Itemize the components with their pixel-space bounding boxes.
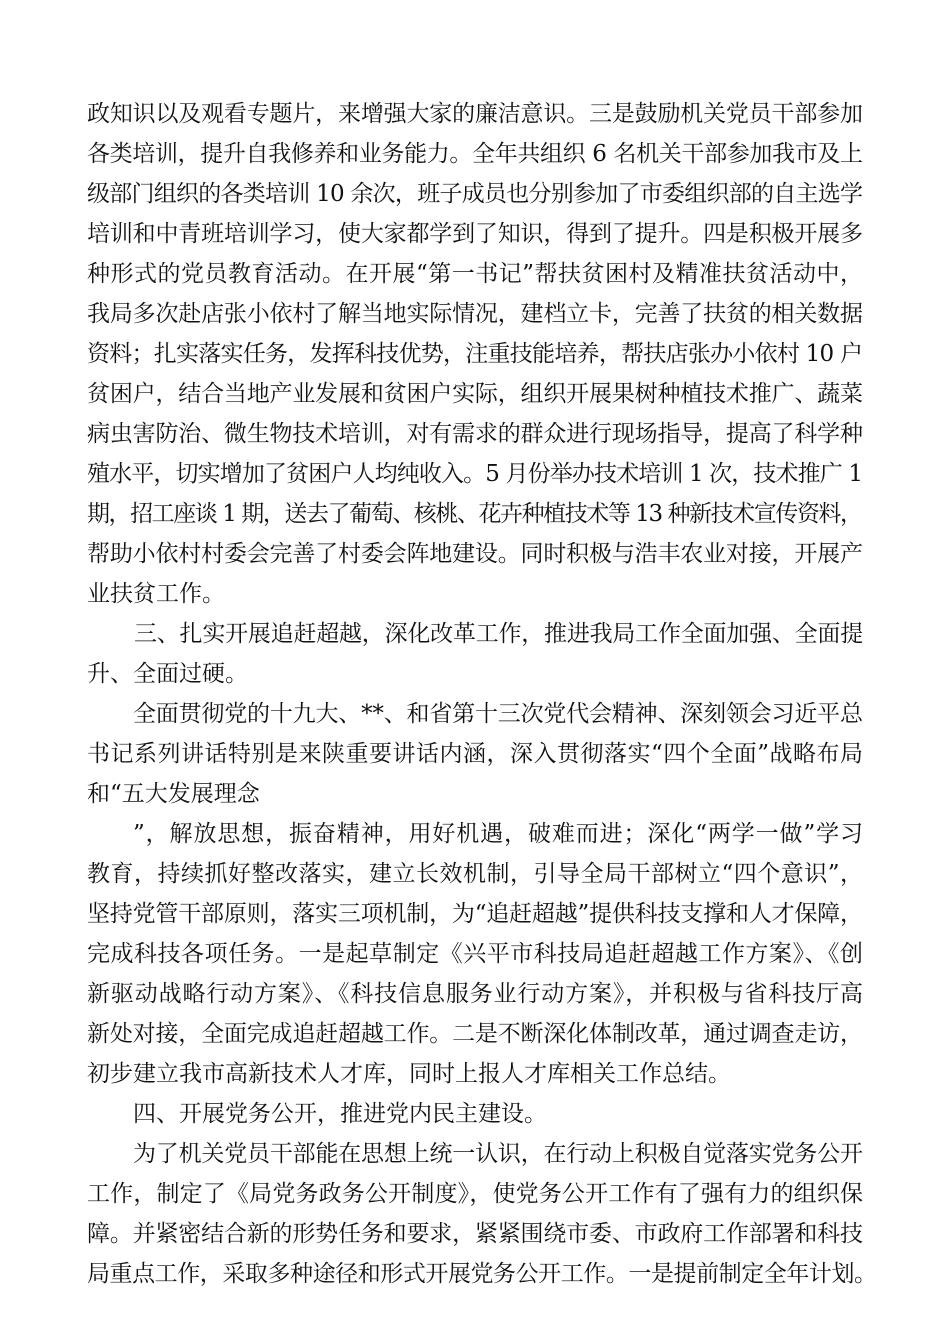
text-line: 坚持党管干部原则，落实三项机制，为“追赶超越”提供科技支撑和人才保障， [87,901,863,927]
text-line: 初步建立我市高新技术人才库，同时上报人才库相关工作总结。 [87,1061,731,1087]
text-line: 教育，持续抓好整改落实，建立长效机制，引导全局干部树立“四个意识”， [87,861,864,887]
text-line: 我局多次赴店张小依村了解当地实际情况，建档立卡，完善了扶贫的相关数据 [87,301,863,327]
text-line: 新驱动战略行动方案》、《科技信息服务业行动方案》，并积极与省科技厅高 [87,981,864,1007]
text-line: 贫困户，结合当地产业发展和贫困户实际，组织开展果树种植技术推广、蔬菜 [87,381,863,407]
text-line: 全面贯彻党的十九大、**、和省第十三次党代会精神、深刻领会习近平总 [133,701,863,727]
text-line: 工作，制定了《局党务政务公开制度》，使党务公开工作有了强有力的组织保 [87,1181,864,1207]
text-line: 新处对接，全面完成追赶超越工作。二是不断深化体制改革，通过调查走访， [87,1021,863,1047]
text-line: 资料；扎实落实任务，发挥科技优势，注重技能培养，帮扶店张办小依村 10 户 [87,341,863,367]
text-line: 局重点工作，采取多种途径和形式开展党务公开工作。一是提前制定全年计划。 [87,1261,877,1287]
text-line: 政知识以及观看专题片，来增强大家的廉洁意识。三是鼓励机关党员干部参加 [87,101,863,127]
text-line: 级部门组织的各类培训 10 余次，班子成员也分别参加了市委组织部的自主选学 [87,181,863,207]
text-line: 帮助小依村村委会完善了村委会阵地建设。同时积极与浩丰农业对接，开展产 [87,541,863,567]
section-heading: 四、开展党务公开，推进党内民主建设。 [133,1101,547,1127]
text-line: 为了机关党员干部能在思想上统一认识，在行动上积极自觉落实党务公开 [133,1141,863,1167]
text-line: 各类培训，提升自我修养和业务能力。全年共组织 6 名机关干部参加我市及上 [87,141,863,167]
text-line: ”，解放思想，振奋精神，用好机遇，破难而进；深化“两学一做”学习 [133,821,864,847]
section-heading-continued: 升、全面过硬。 [87,661,248,687]
text-line: 障。并紧密结合新的形势任务和要求，紧紧围绕市委、市政府工作部署和科技 [87,1221,863,1247]
text-line: 期，招工座谈 1 期，送去了葡萄、核桃、花卉种植技术等 13 种新技术宣传资料， [87,501,862,527]
text-line: 培训和中青班培训学习，使大家都学到了知识，得到了提升。四是积极开展多 [87,221,863,247]
section-heading: 三、扎实开展追赶超越，深化改革工作，推进我局工作全面加强、全面提 [134,621,863,647]
text-line: 和“五大发展理念 [87,781,260,807]
text-line: 病虫害防治、微生物技术培训，对有需求的群众进行现场指导，提高了科学种 [87,421,863,447]
text-line: 种形式的党员教育活动。在开展“第一书记”帮扶贫困村及精准扶贫活动中， [87,261,864,287]
text-line: 殖水平，切实增加了贫困户人均纯收入。5 月份举办技术培训 1 次，技术推广 1 [87,461,863,487]
text-line: 完成科技各项任务。一是起草制定《兴平市科技局追赶超越工作方案》、《创 [87,941,864,967]
text-line: 书记系列讲话特别是来陕重要讲话内涵，深入贯彻落实“四个全面”战略布局 [87,741,864,767]
text-line: 业扶贫工作。 [87,581,225,607]
